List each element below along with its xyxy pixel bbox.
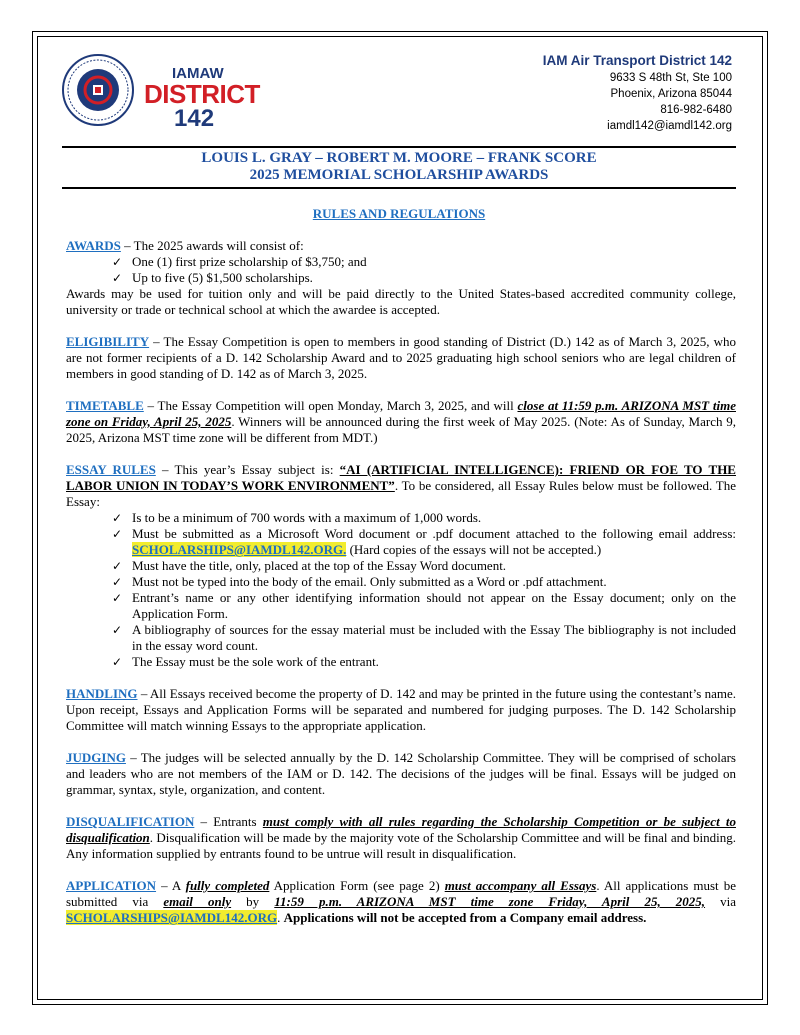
essay-rules-heading: ESSAY RULES [66,462,156,477]
brand-iamaw: IAMAW [172,65,224,82]
title-line-2: 2025 MEMORIAL SCHOLARSHIP AWARDS [249,167,549,183]
application-section [66,878,736,926]
title-line-1: LOUIS L. GRAY – ROBERT M. MOORE – FRANK SCORE [201,150,597,166]
application-heading: APPLICATION [66,878,157,893]
district-brand [144,66,260,131]
timetable-note: . Winners will be announced during the first week of May 2025. (Note: As of Sunday, March 9, 2025, Arizona MST time zone will be different from MDT.) [66,414,736,445]
iam-seal-logo [62,54,134,126]
essay-rule-5: ✓ Entrant’s name or any other identifying information should not appear on the Essay document; only on the Application Form. [112,590,736,622]
disqualification-emphasis: must comply with all rules regarding the Scholarship Competition or be subject to disqualification [66,814,736,845]
document-title [62,150,736,184]
title-rule-top [62,146,736,148]
essay-rules-section [66,462,736,510]
awards-note: Awards may be used for tuition only and will be paid directly to the United States-based accredited community college, university or trade or technical school at which the awardee is accepted. [66,286,736,317]
application-text-6: . [277,910,284,925]
eligibility-heading: ELIGIBILITY [66,334,150,349]
phone: 816-982-6480 [660,104,732,116]
eligibility-text: – The Essay Competition is open to members in good standing of District (D.) 142 as of March 3, 2025, who are not former recipients of a D. 142 Scholarship Award and to 2025 graduating high school seniors who are legal children of members in good standing of D. 142 as of March 3, 2025. [66,334,736,381]
essay-rule-3: ✓ Must have the title, only, placed at the top of the Essay Word document. [112,558,736,574]
brand-district: DISTRICT [144,79,260,109]
awards-list [66,254,736,286]
essay-rules-follow: . To be considered, all Essay Rules below must be followed. The Essay: [66,478,736,509]
judging-heading: JUDGING [66,750,126,765]
title-rule-bottom [62,187,736,189]
essay-rule-2 [112,526,736,558]
application-deadline: 11:59 p.m. ARIZONA MST time zone Friday, April 25, 2025, [274,894,706,909]
application-text-1: – A [156,878,186,893]
essay-rule-1: ✓ Is to be a minimum of 700 words with a maximum of 1,000 words. [112,510,736,526]
application-text-2: Application Form (see page 2) [269,878,445,893]
application-emph-2: must accompany all Essays [444,878,597,893]
application-text-4: by [231,894,275,909]
application-text-5: via [705,894,736,909]
handling-text: – All Essays received become the property of D. 142 and may be printed in the future using the contestant’s name. Upon receipt, Essays and Application Forms will be separated and numbered for judging purposes. The D. 142 Scholarship Committee will match winning Essays to the appropriate application. [66,686,736,733]
essay-rule-2-note: (Hard copies of the essays will not be accepted.) [346,542,602,557]
awards-heading: AWARDS [66,238,121,253]
timetable-section [66,398,736,446]
eligibility-section [66,334,736,382]
award-item-1: ✓ One (1) first prize scholarship of $3,750; and [112,254,736,270]
handling-heading: HANDLING [66,686,138,701]
essay-subject: “AI (ARTIFICIAL INTELLIGENCE): FRIEND OR FOE TO THE LABOR UNION IN TODAY’S WORK ENVIRONMENT” [66,462,736,493]
address-block [543,52,732,134]
timetable-text: – The Essay Competition will open Monday, March 3, 2025, and will [143,398,518,413]
judging-section [66,750,736,798]
timetable-deadline: close at 11:59 p.m. ARIZONA MST time zone on Friday, April 25, 2025 [66,398,736,429]
application-email-link[interactable]: SCHOLARSHIPS@IAMDL142.ORG [66,910,278,925]
application-final-note: Applications will not be accepted from a Company email address. [283,910,647,925]
award-item-2: ✓ Up to five (5) $1,500 scholarships. [112,270,736,286]
disqualification-heading: DISQUALIFICATION [66,814,195,829]
application-emph-1: fully completed [185,878,270,893]
awards-section [66,238,736,254]
essay-rules-list [66,510,736,670]
essay-rule-2-text: Must be submitted as a Microsoft Word document or .pdf document attached to the following email address: [132,526,736,541]
timetable-heading: TIMETABLE [66,398,144,413]
application-text-3: . All applications must be submitted via [66,878,736,909]
submission-email-link[interactable]: SCHOLARSHIPS@IAMDL142.ORG. [132,542,347,557]
address-line-2: Phoenix, Arizona 85044 [610,88,732,100]
org-name: IAM Air Transport District 142 [542,53,732,68]
brand-number: 142 [174,105,215,132]
handling-section [66,686,736,734]
contact-email[interactable]: iamdl142@iamdl142.org [607,120,732,132]
disqualification-intro: – Entrants [194,814,263,829]
judging-text: – The judges will be selected annually by the D. 142 Scholarship Committee. They will be comprised of scholars and leaders who are not members of the IAM or D. 142. The decisions of the judges will be final. Essays will be judged on grammar, syntax, style, organization, and content. [66,750,736,797]
rules-content [66,238,736,942]
essay-rules-intro: – This year’s Essay subject is: [155,462,340,477]
essay-rule-4: ✓ Must not be typed into the body of the email. Only submitted as a Word or .pdf attachment. [112,574,736,590]
rules-heading: RULES AND REGULATIONS [312,206,486,221]
disqualification-text: . Disqualification will be made by the majority vote of the Scholarship Committee and will be final and binding. Any information supplied by entrants found to be untrue will result in disqualification. [66,830,736,861]
address-line-1: 9633 S 48th St, Ste 100 [609,72,732,84]
awards-intro: – The 2025 awards will consist of: [120,238,304,253]
disqualification-section [66,814,736,862]
essay-rule-7: ✓ The Essay must be the sole work of the entrant. [112,654,736,670]
essay-rule-6: ✓ A bibliography of sources for the essay material must be included with the Essay The bibliography is not included in the essay word count. [112,622,736,654]
application-emph-3: email only [163,894,232,909]
